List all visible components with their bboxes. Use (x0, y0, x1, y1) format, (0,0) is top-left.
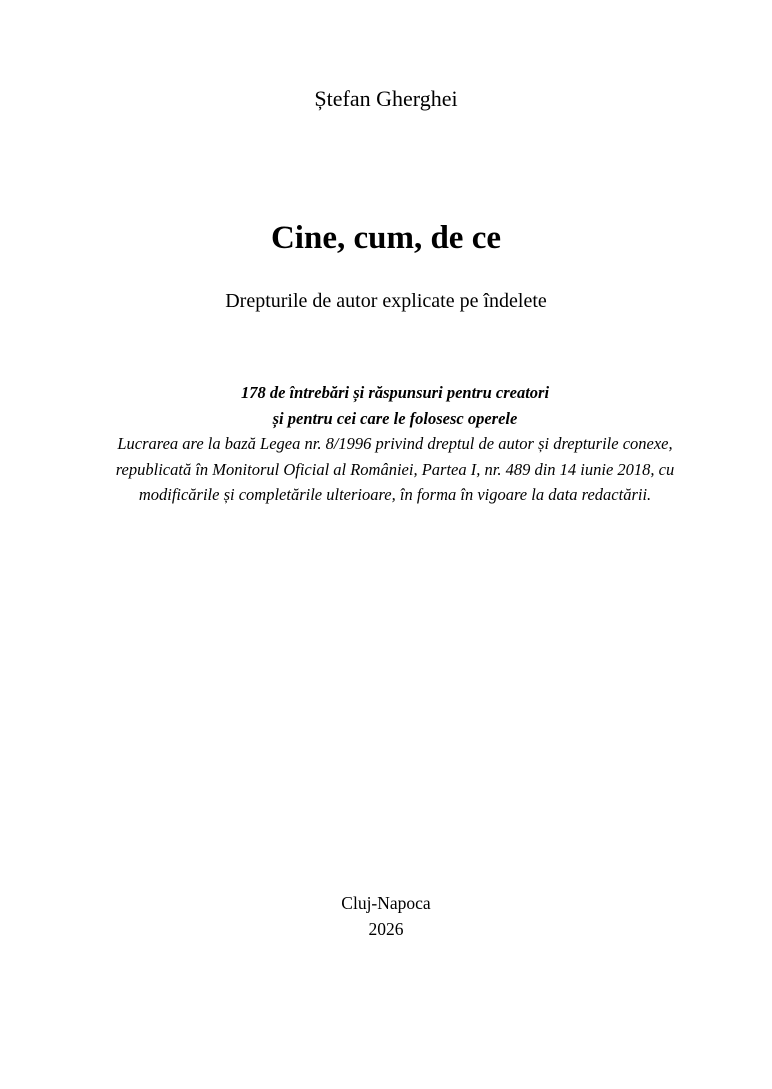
author-name: Ștefan Gherghei (314, 86, 458, 111)
book-title: Cine, cum, de ce (270, 220, 502, 256)
imprint-year: 2026 (368, 919, 404, 939)
book-note (100, 380, 690, 508)
imprint-city: Cluj-Napoca (341, 893, 431, 913)
book-subtitle: Drepturile de autor explicate pe îndelete (225, 290, 547, 312)
note-line-2: și pentru cei care le folosesc operele (272, 408, 518, 428)
note-description: Lucrarea are la bază Legea nr. 8/1996 privind dreptul de autor și drepturile conexe, republicată în Monitorul Oficial al României, Partea I, nr. 489 din 14 iunie 2018, cu modificările și completările ulterioare, în forma în vigoare la data redactării. (115, 434, 675, 504)
note-line-1: 178 de întrebări și răspunsuri pentru creatori (240, 383, 550, 402)
